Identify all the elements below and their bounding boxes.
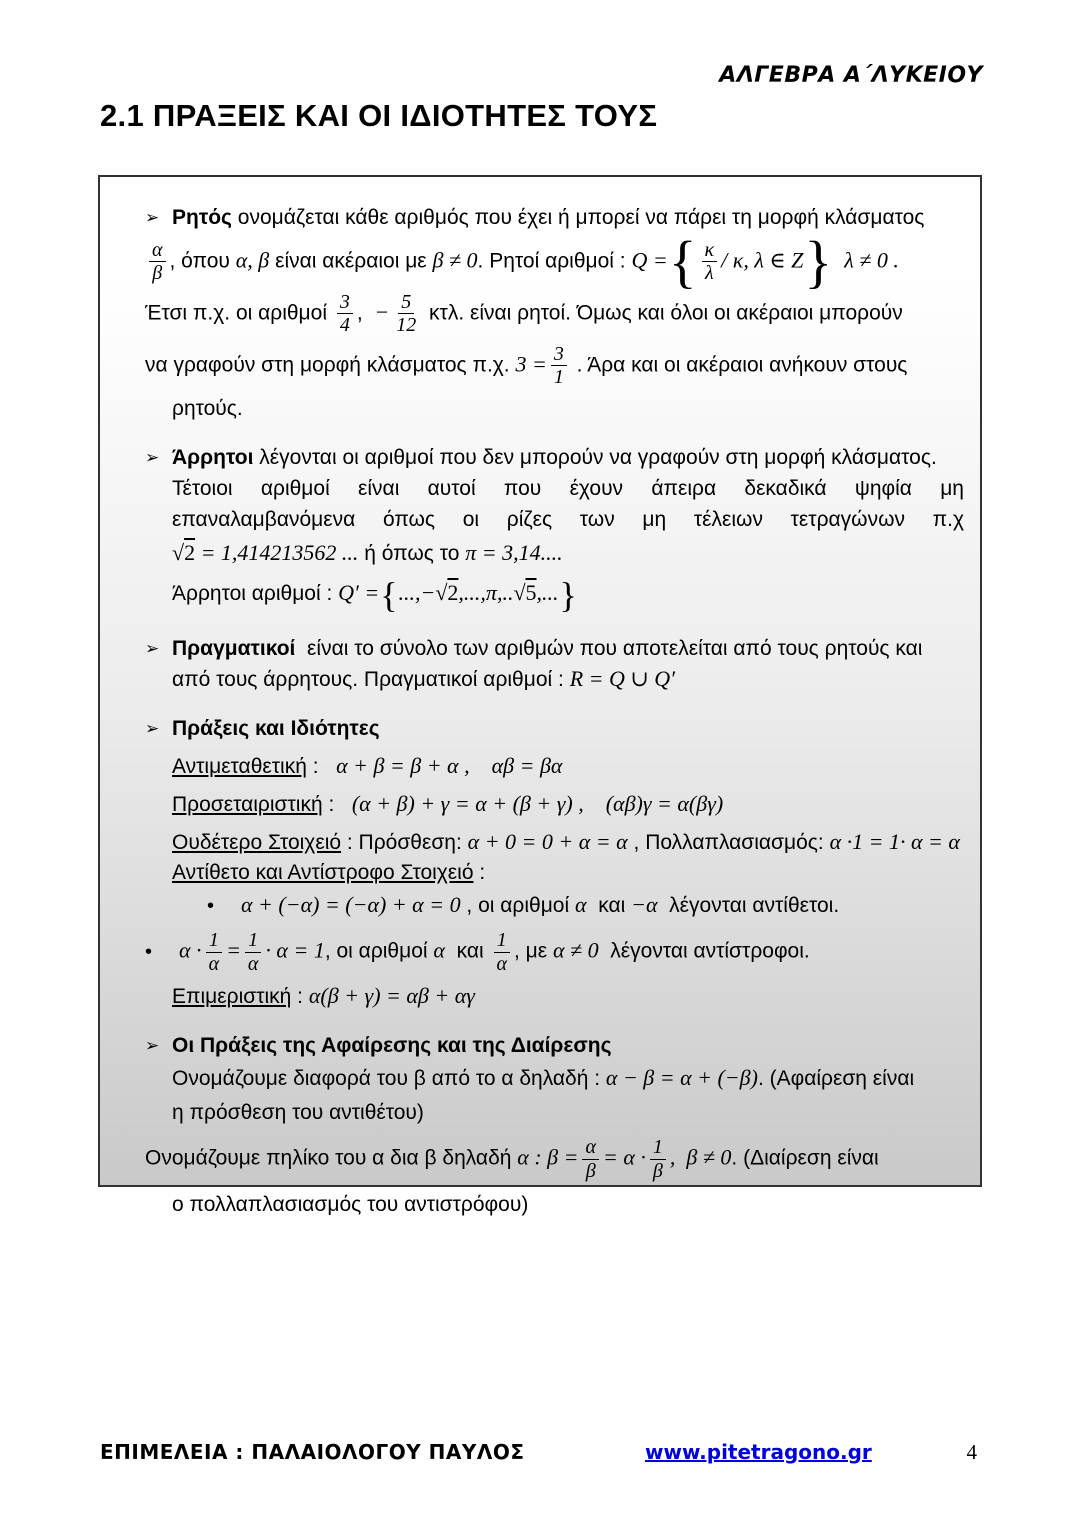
math: Q = <box>631 247 668 273</box>
frac-num: 1 <box>650 1136 666 1159</box>
footer-website-link[interactable]: www.pitetragono.gr <box>645 1440 872 1464</box>
math: α + (−α) = (−α) + α = 0 <box>241 892 461 918</box>
math: α : β = <box>517 1144 579 1170</box>
inverse-item-content <box>179 929 810 975</box>
rational-line-3 <box>145 291 966 337</box>
associative-label: Προσεταιριστική <box>172 793 323 817</box>
math: α <box>574 892 587 918</box>
text: να γραφούν στη μορφή κλάσματος π.χ. <box>145 353 516 376</box>
text: , οι αριθμοί <box>324 939 434 963</box>
text: : <box>291 985 309 1009</box>
subdiv-line-2: η πρόσθεση του αντιθέτου) <box>172 1101 424 1125</box>
math: α · <box>179 937 202 963</box>
radical-icon: √ <box>172 540 185 566</box>
fraction-3-4 <box>337 291 353 337</box>
text: , όπου <box>169 249 236 273</box>
page-header: ΑΛΓΕΒΡΑ Α΄ΛΥΚΕΙΟΥ <box>719 63 983 88</box>
text: είναι το σύνολο των αριθμών που αποτελείται από τους ρητούς και <box>295 637 923 661</box>
math: = 1,414213562 ... <box>195 540 359 566</box>
radical-icon: √ <box>513 580 526 606</box>
frac-den: β <box>152 262 163 285</box>
close-brace: } <box>559 574 577 615</box>
rational-line-1-content <box>172 203 966 233</box>
close-brace: } <box>804 228 833 294</box>
math: ,... <box>536 580 559 606</box>
properties-heading-text: Πράξεις και Ιδιότητες <box>172 717 380 741</box>
radicand: 5 <box>525 580 537 606</box>
text: . Άρα και οι ακέραιοι ανήκουν στους <box>570 353 908 376</box>
page-number: 4 <box>966 1440 977 1464</box>
footer-editor: ΕΠΙΜΕΛΕΙΑ : ΠΑΛΑΙΟΛΟΓΟΥ ΠΑΥΛΟΣ <box>100 1440 525 1464</box>
dot-bullet-icon: • <box>145 941 153 964</box>
math: α ·1 = 1· α = α <box>829 829 960 855</box>
radical-icon: √ <box>435 580 448 606</box>
associative-line <box>172 789 966 820</box>
fraction-3-1 <box>551 343 567 389</box>
text: , Πολλαπλασιασμός: <box>627 831 830 855</box>
arrow-bullet-icon: ➢ <box>145 1036 160 1057</box>
rational-line-1 <box>145 203 966 233</box>
math: (α + β) + γ = α + (β + γ) , (αβ)γ = α(βγ) <box>351 791 724 817</box>
opposite-item <box>207 888 966 923</box>
term-rational: Ρητός <box>172 206 232 229</box>
math: α, β <box>235 247 270 273</box>
properties-heading <box>145 714 966 744</box>
math: − <box>374 299 390 325</box>
math: α ≠ 0 <box>552 937 599 963</box>
frac-den: β <box>585 1159 596 1182</box>
subdiv-line-3 <box>145 1136 966 1182</box>
irrational-line-1-content <box>172 443 966 473</box>
text: Άρρητοι αριθμοί : <box>172 582 339 606</box>
text: Ονομάζουμε πηλίκο του α δια β δηλαδή <box>145 1146 518 1170</box>
content-box <box>98 175 982 1216</box>
text: , με <box>514 939 553 963</box>
arrow-bullet-icon: ➢ <box>145 208 160 228</box>
rational-line-2 <box>145 228 966 294</box>
text: , <box>356 301 375 325</box>
frac-num: 1 <box>245 929 261 952</box>
sqrt-2 <box>172 540 195 565</box>
math: λ ≠ 0 . <box>833 247 899 273</box>
math: π = 3,14.... <box>465 540 563 566</box>
frac-num: α <box>582 1136 599 1159</box>
text: λέγονται αντίθετοι. <box>657 894 840 918</box>
fraction-alpha-beta <box>149 239 166 285</box>
section-irrational <box>145 443 966 615</box>
opposite-item-content <box>241 888 839 923</box>
real-line-1 <box>145 634 966 664</box>
fraction-1-alpha <box>245 929 262 975</box>
rational-line-5: ρητούς. <box>172 397 243 421</box>
math: α + 0 = 0 + α = α <box>467 829 628 855</box>
math: · α = 1 <box>265 937 325 963</box>
fraction-1-beta <box>650 1136 666 1182</box>
math: ,...,π,.. <box>458 580 514 606</box>
radicand: 2 <box>184 540 196 566</box>
text: , οι αριθμοί <box>460 894 575 918</box>
neutral-line <box>172 827 966 858</box>
frac-num: 1 <box>494 929 510 952</box>
text: Ονομάζουμε διαφορά του β από το α δηλαδή : <box>172 1067 606 1091</box>
rational-line-4 <box>145 343 966 389</box>
term-irrational: Άρρητοι <box>172 446 254 470</box>
sqrt-2 <box>435 580 458 605</box>
text: λέγονται αντίστροφοι. <box>598 939 810 963</box>
math: α(β + γ) = αβ + αγ <box>308 983 475 1009</box>
distributive-label: Επιμεριστική <box>172 985 292 1009</box>
fraction-kappa-lambda <box>702 239 718 285</box>
irrational-line-4 <box>172 535 966 572</box>
math: / κ, λ ∈ Z <box>721 247 804 273</box>
math: R = Q ∪ Q′ <box>569 666 675 692</box>
text: και <box>444 939 490 963</box>
text: είναι ακέραιοι με <box>269 249 433 273</box>
subdiv-heading <box>145 1031 966 1061</box>
frac-den: α <box>208 952 220 975</box>
irrational-line-2: Τέτοιοι αριθμοί είναι αυτοί που έχουν άπειρα δεκαδικά ψηφία μη <box>172 477 964 501</box>
irrational-line-1 <box>145 443 966 473</box>
frac-den: 12 <box>396 314 417 337</box>
arrow-bullet-icon: ➢ <box>145 719 160 740</box>
dot-bullet-icon: • <box>207 894 215 917</box>
frac-den: 4 <box>339 314 350 337</box>
frac-num: α <box>149 239 166 262</box>
text: Έτσι π.χ. οι αριθμοί <box>145 301 333 325</box>
text: από τους άρρητους. Πραγματικοί αριθμοί : <box>172 668 570 692</box>
math: −α <box>631 892 658 918</box>
open-brace: { <box>668 228 697 294</box>
math: = <box>226 937 241 963</box>
frac-num: 1 <box>206 929 222 952</box>
page-title: 2.1 ΠΡΑΞΕΙΣ ΚΑΙ ΟΙ ΙΔΙΟΤΗΤΕΣ ΤΟΥΣ <box>100 98 658 133</box>
frac-den: α <box>496 952 508 975</box>
math: α − β = α + (−β) <box>605 1065 758 1091</box>
real-line-1-content <box>172 634 966 664</box>
frac-den: β <box>652 1159 663 1182</box>
text: . (Διαίρεση είναι <box>731 1146 879 1170</box>
math: Q′ = <box>338 580 380 606</box>
fraction-5-12 <box>393 291 419 337</box>
subdiv-line-1 <box>172 1061 966 1096</box>
inverse-item <box>145 929 966 975</box>
commutative-label: Αντιμεταθετική <box>172 755 307 779</box>
distributive-line <box>172 981 966 1012</box>
arrow-bullet-icon: ➢ <box>145 639 160 660</box>
text: λέγονται οι αριθμοί που δεν μπορούν να γραφούν στη μορφή κλάσματος. <box>253 446 937 470</box>
section-properties <box>145 714 966 1012</box>
fraction-alpha-beta <box>582 1136 599 1182</box>
page-footer <box>0 1440 1080 1474</box>
text: και <box>586 894 632 918</box>
math: α <box>433 937 445 963</box>
math: ...,− <box>398 580 436 606</box>
opposite-label: Αντίθετο και Αντίστροφο Στοιχειό <box>172 861 474 885</box>
frac-den: 1 <box>553 365 564 388</box>
text: : <box>473 861 486 885</box>
frac-num: 3 <box>337 291 353 314</box>
frac-num: κ <box>702 239 718 262</box>
irrational-line-3: επαναλαμβανόμενα όπως οι ρίζες των μη τέλειων τετραγώνων π.χ <box>172 508 964 532</box>
sqrt-5 <box>513 580 536 605</box>
math: α + β = β + α , αβ = βα <box>336 753 563 779</box>
arrow-bullet-icon: ➢ <box>145 448 160 469</box>
frac-den: λ <box>705 262 714 285</box>
section-rational <box>145 203 966 424</box>
math: β ≠ 0 <box>432 247 478 273</box>
fraction-1-alpha <box>494 929 511 975</box>
term-real: Πραγματικοί <box>172 637 296 661</box>
text: κτλ. είναι ρητοί. Όμως και όλοι οι ακέραιοι μπορούν <box>423 301 903 325</box>
commutative-line <box>172 751 966 782</box>
section-real <box>145 634 966 695</box>
text: . (Αφαίρεση είναι <box>757 1067 915 1091</box>
math: = α · <box>602 1144 646 1170</box>
math: , β ≠ 0 <box>669 1144 732 1170</box>
section-subtraction-division <box>145 1031 966 1222</box>
text: : <box>322 793 352 817</box>
text: . Ρητοί αριθμοί : <box>477 249 632 273</box>
text: ή όπως το <box>358 542 466 566</box>
open-brace: { <box>380 574 398 615</box>
real-line-2 <box>172 664 966 695</box>
frac-den: α <box>247 952 259 975</box>
text: ονομάζεται κάθε αριθμός που έχει ή μπορεί να πάρει τη μορφή κλάσματος <box>231 206 925 229</box>
math: 3 = <box>515 351 547 376</box>
fraction-1-alpha <box>206 929 223 975</box>
irrational-line-5 <box>172 572 966 615</box>
neutral-label: Ουδέτερο Στοιχειό <box>172 831 342 855</box>
opposite-line <box>172 858 966 888</box>
text: : <box>306 755 337 779</box>
frac-num: 5 <box>398 291 414 314</box>
radicand: 2 <box>447 580 459 606</box>
subdiv-line-4: ο πολλαπλασιασμός του αντιστρόφου) <box>172 1192 529 1216</box>
frac-num: 3 <box>551 343 567 366</box>
subdiv-heading-text: Οι Πράξεις της Αφαίρεσης και της Διαίρεσης <box>172 1034 612 1058</box>
text: : Πρόσθεση: <box>341 831 468 855</box>
